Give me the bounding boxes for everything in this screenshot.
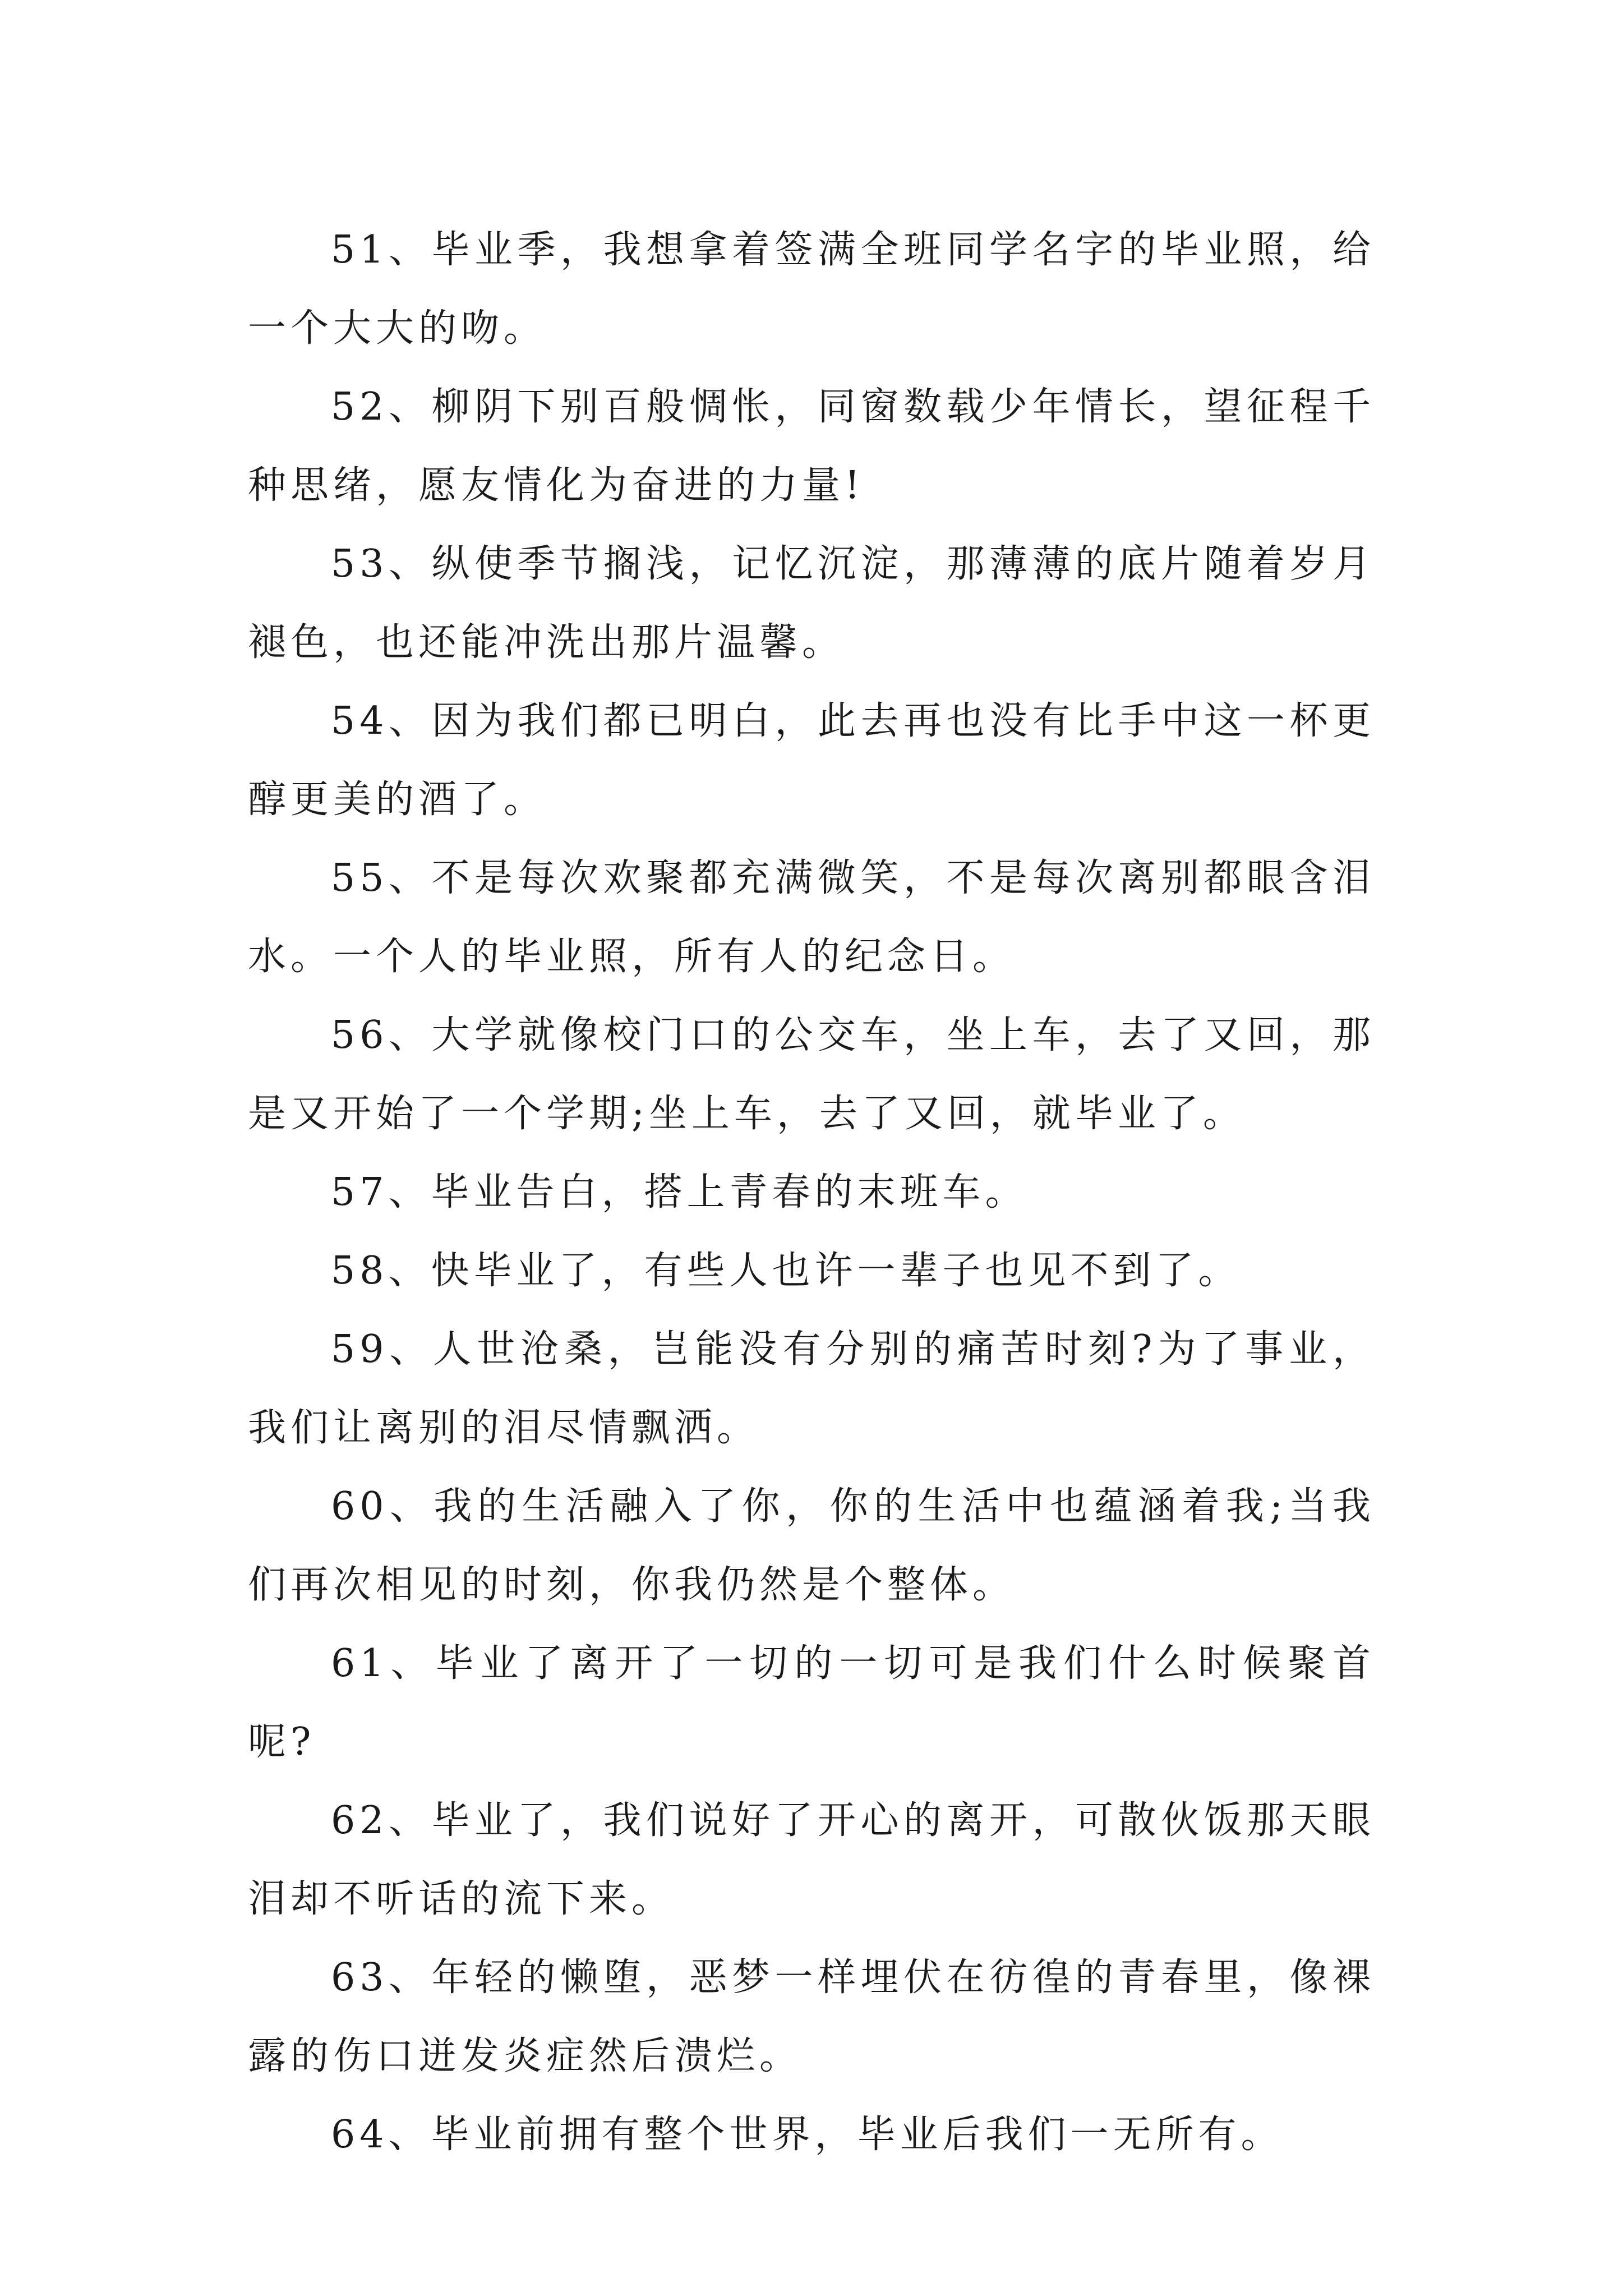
paragraph-59: 59、人世沧桑，岂能没有分别的痛苦时刻?为了事业，我们让离别的泪尽情飘洒。 xyxy=(248,1327,1375,1450)
paragraph-56: 56、大学就像校门口的公交车，坐上车，去了又回，那是又开始了一个学期;坐上车，去了又回，就毕业了。 xyxy=(248,1013,1375,1136)
paragraph-53: 53、纵使季节搁浅，记忆沉淀，那薄薄的底片随着岁月褪色，也还能冲洗出那片温馨。 xyxy=(248,542,1375,665)
paragraph-62: 62、毕业了，我们说好了开心的离开，可散伙饭那天眼泪却不听话的流下来。 xyxy=(248,1798,1375,1921)
paragraph-57: 57、毕业告白，搭上青春的末班车。 xyxy=(331,1170,1028,1214)
paragraph-55: 55、不是每次欢聚都充满微笑，不是每次离别都眼含泪水。一个人的毕业照，所有人的纪念日。 xyxy=(248,856,1375,979)
paragraph-63: 63、年轻的懒堕，恶梦一样埋伏在彷徨的青春里，像裸露的伤口迸发炎症然后溃烂。 xyxy=(248,1955,1375,2078)
paragraph-54: 54、因为我们都已明白，此去再也没有比手中这一杯更醇更美的酒了。 xyxy=(248,699,1375,822)
paragraph-51: 51、毕业季，我想拿着签满全班同学名字的毕业照，给一个大大的吻。 xyxy=(248,228,1375,351)
body-text xyxy=(248,211,1375,2174)
paragraph-52: 52、柳阴下别百般惆怅，同窗数载少年情长，望征程千种思绪，愿友情化为奋进的力量! xyxy=(248,385,1375,508)
paragraph-64: 64、毕业前拥有整个世界，毕业后我们一无所有。 xyxy=(331,2113,1284,2157)
paragraph-60: 60、我的生活融入了你，你的生活中也蕴涵着我;当我们再次相见的时刻，你我仍然是个整体。 xyxy=(248,1484,1375,1607)
paragraph-58: 58、快毕业了，有些人也许一辈子也见不到了。 xyxy=(331,1249,1241,1293)
paragraph-61: 61、毕业了离开了一切的一切可是我们什么时候聚首呢? xyxy=(248,1641,1375,1764)
